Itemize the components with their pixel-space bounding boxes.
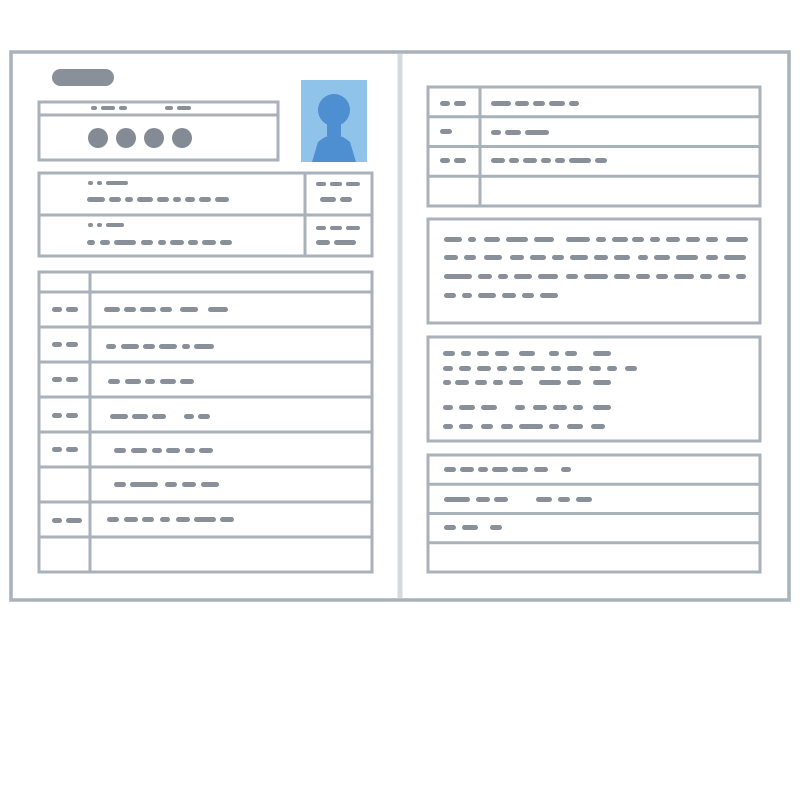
name-dot: [144, 128, 164, 148]
name-dot: [88, 128, 108, 148]
name-dot: [172, 128, 192, 148]
date-scribble: [52, 69, 114, 86]
name-dot: [116, 128, 136, 148]
